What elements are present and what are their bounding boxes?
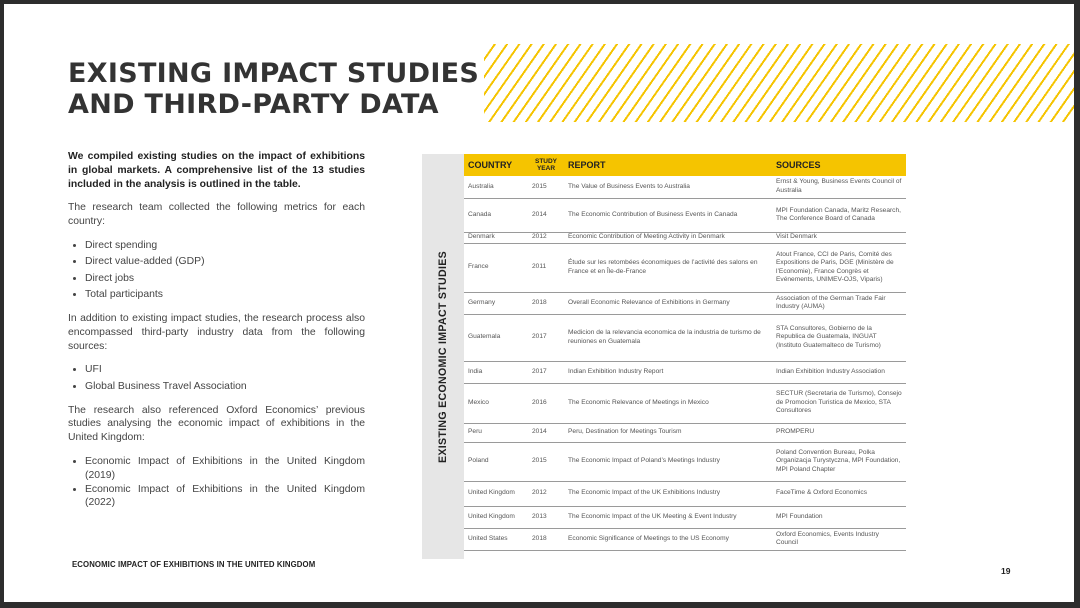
list-item: • Direct jobs [85,272,365,286]
cell-sources: Association of the German Trade Fair Industry (AUMA) [772,292,906,314]
cell-year: 2016 [528,383,564,423]
sources-lead-paragraph: In addition to existing impact studies, the research process also encompassed third-party industry data from the following sources: [68,312,365,352]
metrics-list [68,239,365,302]
table-row [464,423,906,442]
cell-country: Guatemala [464,314,528,361]
cell-sources: Visit Denmark [772,232,906,243]
table-row [464,232,906,243]
list-item: • UFI [85,363,365,377]
table-row [464,481,906,506]
cell-report: Étude sur les retombées économiques de l’activité des salons en France et en Île-de-France [564,243,772,292]
header-sources: SOURCES [772,154,906,176]
left-text-column [68,150,365,520]
cell-report: Overall Economic Relevance of Exhibitions in Germany [564,292,772,314]
diagonal-stripes-decoration [484,44,1074,122]
cell-sources: Oxford Economics, Events Industry Council [772,528,906,550]
cell-country: India [464,361,528,383]
intro-paragraph: We compiled existing studies on the impact of exhibitions in global markets. A comprehensive list of the 13 studies included in the analysis is outlined in the table. [68,151,365,190]
cell-report: The Economic Impact of the UK Meeting & Event Industry [564,506,772,528]
list-item: • Economic Impact of Exhibitions in the United Kingdom (2022) [85,483,365,511]
cell-report: Economic Contribution of Meeting Activity in Denmark [564,232,772,243]
cell-country: Germany [464,292,528,314]
cell-year: 2014 [528,198,564,232]
slide [4,4,1074,602]
cell-sources: Ernst & Young, Business Events Council of Australia [772,176,906,198]
cell-sources: FaceTime & Oxford Economics [772,481,906,506]
cell-country: United Kingdom [464,481,528,506]
header-country: COUNTRY [464,154,528,176]
cell-sources: Poland Convention Bureau, Polka Organizacja Turystyczna, MPI Foundation, MPI Poland Chapter [772,442,906,481]
cell-year: 2012 [528,232,564,243]
cell-report: The Economic Contribution of Business Events in Canada [564,198,772,232]
list-item: • Global Business Travel Association [85,380,365,394]
cell-country: United Kingdom [464,506,528,528]
cell-report: Economic Significance of Meetings to the US Economy [564,528,772,550]
cell-report: The Economic Impact of the UK Exhibitions Industry [564,481,772,506]
cell-country: France [464,243,528,292]
list-item: • Total participants [85,288,365,302]
cell-sources: MPI Foundation Canada, Maritz Research, The Conference Board of Canada [772,198,906,232]
table-header-row [464,154,906,176]
list-item: • Direct spending [85,239,365,253]
cell-country: Canada [464,198,528,232]
cell-country: Denmark [464,232,528,243]
sources-list [68,363,365,393]
cell-year: 2011 [528,243,564,292]
cell-year: 2013 [528,506,564,528]
cell-year: 2014 [528,423,564,442]
cell-report: The Economic Relevance of Meetings in Mexico [564,383,772,423]
table-row [464,243,906,292]
table-row [464,176,906,198]
cell-year: 2017 [528,314,564,361]
cell-country: Poland [464,442,528,481]
table-row [464,292,906,314]
page-number: 19 [1001,566,1011,576]
cell-country: Mexico [464,383,528,423]
cell-year: 2018 [528,292,564,314]
cell-year: 2018 [528,528,564,550]
title-line-2: AND THIRD-PARTY DATA [68,89,439,120]
cell-year: 2015 [528,176,564,198]
footer-report-title: ECONOMIC IMPACT OF EXHIBITIONS IN THE UNITED KINGDOM [72,560,316,569]
cell-sources: Atout France, CCI de Paris, Comité des Expositions de Paris, DGE (Ministère de l’Economie), France Congrès et Evénements, UNIMEV-OJS, Viparis) [772,243,906,292]
list-item: • Direct value-added (GDP) [85,255,365,269]
cell-report: The Economic Impact of Poland’s Meetings Industry [564,442,772,481]
cell-year: 2012 [528,481,564,506]
table-row [464,528,906,550]
header-study-year: STUDY YEAR [528,154,564,176]
cell-report: Medicion de la relevancia economica de la industria de turismo de reuniones en Guatemala [564,314,772,361]
cell-country: United States [464,528,528,550]
cell-report: The Value of Business Events to Australia [564,176,772,198]
cell-sources: MPI Foundation [772,506,906,528]
page-title [68,58,479,120]
cell-sources: Indian Exhibition Industry Association [772,361,906,383]
list-item: • Economic Impact of Exhibitions in the United Kingdom (2019) [85,455,365,483]
cell-sources: STA Consultores, Gobierno de la Republica de Guatemala, INGUAT (Instituto Guatemalteco de Turismo) [772,314,906,361]
cell-year: 2017 [528,361,564,383]
table-row [464,361,906,383]
header-report: REPORT [564,154,772,176]
oxford-studies-list [68,455,365,510]
cell-report: Indian Exhibition Industry Report [564,361,772,383]
table-side-label: EXISTING ECONOMIC IMPACT STUDIES [437,251,449,463]
metrics-lead-paragraph: The research team collected the following metrics for each country: [68,202,365,228]
cell-sources: SECTUR (Secretaria de Turismo), Consejo de Promocion Turistica de Mexico, STA Consultores [772,383,906,423]
table-row [464,314,906,361]
cell-year: 2015 [528,442,564,481]
cell-country: Peru [464,423,528,442]
title-line-1: EXISTING IMPACT STUDIES [68,58,480,89]
table-row [464,198,906,232]
table-row [464,383,906,423]
table-row [464,506,906,528]
cell-report: Peru, Destination for Meetings Tourism [564,423,772,442]
cell-sources: PROMPERU [772,423,906,442]
oxford-lead-paragraph: The research also referenced Oxford Economics’ previous studies analysing the economic impact of exhibitions in the United Kingdom: [68,404,365,444]
cell-country: Australia [464,176,528,198]
impact-studies-table [464,154,906,551]
table-row [464,442,906,481]
